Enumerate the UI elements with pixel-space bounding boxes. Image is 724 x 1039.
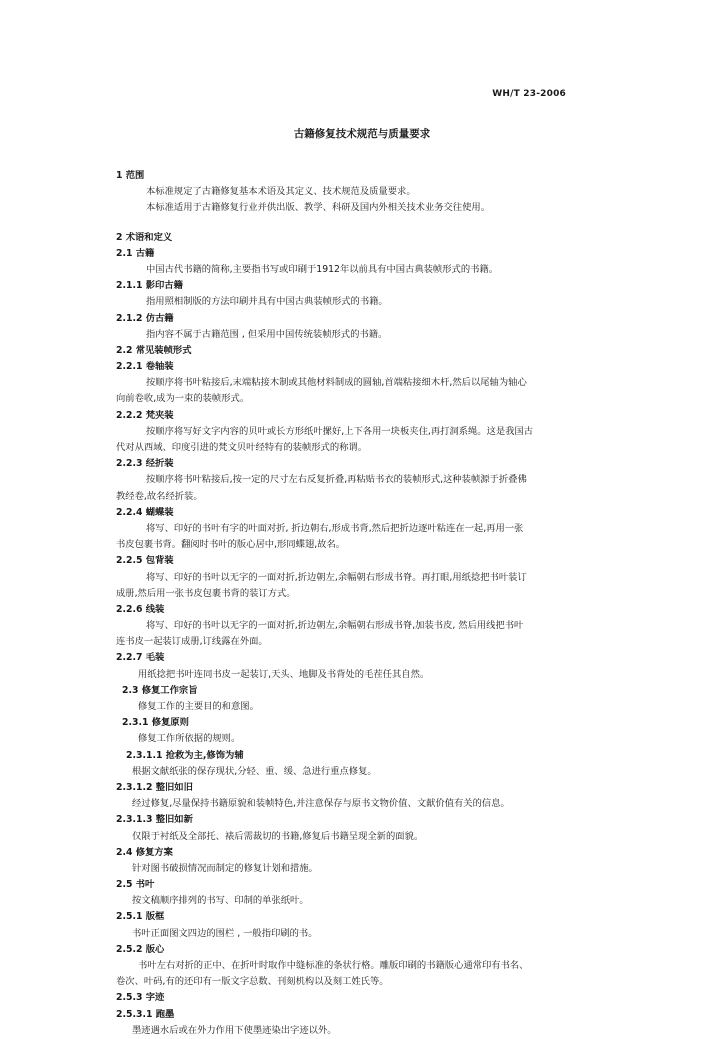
paragraph: 修复工作的主要目的和意图。 (138, 701, 259, 712)
section-heading: 2.3.1.3 整旧如新 (116, 814, 193, 826)
section-heading: 2.4 修复方案 (116, 846, 173, 858)
section-heading: 2.2.1 卷轴装 (116, 361, 174, 373)
document-title: 古籍修复技术规范与质量要求 (293, 128, 431, 140)
paragraph: 按顺序将书叶粘接后,按一定的尺寸左右反复折叠,再粘贴书衣的装帧形式,这种装帧源于折叠佛 (146, 474, 527, 486)
paragraph: 本标准规定了古籍修复基本术语及其定义、技术规范及质量要求。 (146, 186, 416, 198)
paragraph-continuation: 连书皮一起装订成册,订线露在外面。 (116, 636, 268, 648)
paragraph: 修复工作所依据的规则。 (138, 733, 241, 745)
paragraph: 指用照相制版的方法印刷并具有中国古典装帧形式的书籍。 (146, 296, 388, 308)
section-heading: 2.5 书叶 (116, 879, 155, 891)
section-heading: 2.5.2 版心 (116, 943, 165, 955)
section-heading: 2.1.2 仿古籍 (116, 312, 174, 324)
section-heading: 2.2.4 蝴蝶装 (116, 506, 174, 518)
paragraph: 仅限于衬纸及全部托、裱后需裁切的书籍,修复后书籍呈现全新的面貌。 (132, 830, 424, 842)
paragraph-continuation: 卷次、叶码,有的还印有一版文字总数、刊刻机构以及刻工姓氏等。 (116, 976, 389, 988)
paragraph: 将写、印好的书叶有字的叶面对折, 折边朝右,形成书背,然后把折边逐叶粘连在一起,再用一张 (146, 522, 524, 534)
paragraph: 书叶左右对折的正中、在折叶时取作中缝标准的条状行格。雕版印刷的书籍版心通常印有书名、 (138, 960, 529, 971)
section-heading: 2.3.1.1 抢救为主,修饰为辅 (126, 749, 244, 761)
section-heading: 2.5.3 字迹 (116, 992, 165, 1004)
paragraph: 按顺序将书叶粘接后,末端粘接木制或其他材料制成的圆轴,首端粘接细木杆,然后以尾轴为轴心 (146, 377, 527, 389)
section-heading: 2.1 古籍 (116, 247, 155, 259)
section-heading: 2.3 修复工作宗旨 (122, 684, 198, 696)
section-heading: 2.3.1 修复原则 (122, 717, 189, 729)
paragraph-continuation: 教经卷,故名经折装。 (116, 490, 203, 502)
paragraph: 将写、印好的书叶以无字的一面对折,折边朝左,余幅朝右形成书脊。再打眼,用纸捻把书叶装订 (146, 571, 527, 583)
section-heading: 2.5.1 版框 (116, 911, 165, 923)
section-heading: 2.2 常见装帧形式 (116, 344, 192, 356)
paragraph: 按顺序将写好文字内容的贝叶或长方形纸叶摞好,上下各用一块板夹住,再打洞系绳。这是我国古 (146, 425, 534, 437)
section-heading: 2.2.3 经折装 (116, 458, 174, 470)
section-heading: 2.5.3.1 跑墨 (116, 1008, 175, 1020)
paragraph: 中国古代书籍的简称,主要指书写或印刷于1912年以前具有中国古典装帧形式的书籍。 (146, 263, 499, 275)
paragraph: 将写、印好的书叶以无字的一面对折,折边朝左,余幅朝右形成书脊,加装书皮, 然后用线把书叶 (146, 620, 524, 632)
section-heading: 2.2.2 梵夹装 (116, 409, 174, 421)
section-heading: 2.1.1 影印古籍 (116, 280, 183, 292)
paragraph: 经过修复,尽量保持书籍原貌和装帧特色,并注意保存与原书文物价值、文献价值有关的信息。 (132, 798, 510, 810)
paragraph: 用纸捻把书叶连同书皮一起装订,天头、地脚及书背处的毛茬任其自然。 (138, 668, 430, 680)
document-body (116, 168, 610, 1039)
paragraph-continuation: 书皮包裹书背。翻阅时书叶的版心居中,形同蝶翅,故名。 (116, 539, 346, 551)
section-heading: 2.3.1.2 整旧如旧 (116, 781, 193, 793)
paragraph: 针对图书破损情况而制定的修复计划和措施。 (132, 862, 318, 874)
paragraph: 指内容不属于古籍范围 , 但采用中国传统装帧形式的书籍。 (146, 328, 388, 340)
paragraph: 按文稿顺序排列的书写、印制的单张纸叶。 (132, 895, 309, 907)
section-heading: 2.2.5 包背装 (116, 555, 174, 567)
paragraph-continuation: 代对从西域、印度引进的梵文贝叶经特有的装帧形式的称谓。 (116, 442, 368, 453)
section-heading: 2 术语和定义 (116, 231, 173, 243)
paragraph: 本标准适用于古籍修复行业并供出版、教学、科研及国内外相关技术业务交往使用。 (146, 202, 490, 214)
section-heading: 1 范围 (116, 170, 145, 181)
paragraph-continuation: 向前卷收,成为一束的装帧形式。 (116, 393, 250, 405)
section-heading: 2.2.6 线装 (116, 603, 165, 615)
paragraph: 根据文献纸张的保存现状,分轻、重、缓、急进行重点修复。 (132, 765, 377, 777)
paragraph: 书叶正面图文四边的围栏 , 一般指印刷的书。 (132, 927, 318, 939)
section-heading: 2.2.7 毛装 (116, 652, 165, 664)
paragraph: 墨迹遇水后或在外力作用下使墨迹染出字迹以外。 (132, 1024, 337, 1036)
paragraph-continuation: 成册,然后用一张书皮包裹书背的装订方式。 (116, 587, 296, 599)
standard-number: WH/T 23-2006 (492, 89, 566, 99)
